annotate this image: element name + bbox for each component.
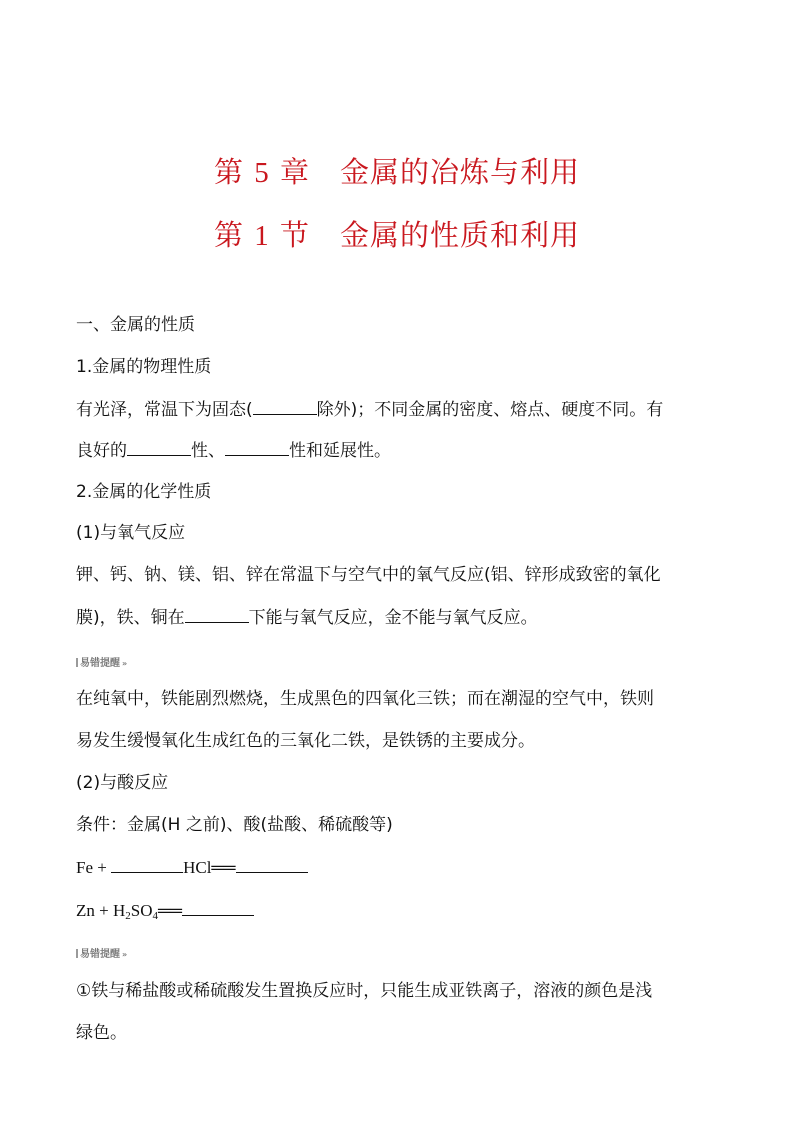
fill-blank: [111, 856, 183, 873]
subheading-physical: 1.金属的物理性质: [76, 357, 212, 377]
physical-line-2: 良好的 性、 性和延展性。: [76, 441, 391, 461]
section-name: 金属的性质和利用: [339, 218, 580, 252]
fill-blank: [225, 439, 289, 456]
chevron-right-icon: »: [122, 950, 128, 959]
fill-blank: [127, 439, 191, 456]
oxygen-line-1: 钾、钙、钠、镁、铝、锌在常温下与空气中的氧气反应(铝、锌形成致密的氧化: [76, 565, 661, 585]
chapter-number: 5: [254, 157, 270, 189]
error-hint-label: 易错提醒 »: [76, 945, 127, 960]
equation-fe: Fe + HCl══: [76, 856, 308, 879]
hint-bar-icon: [76, 949, 78, 958]
fill-blank: [236, 856, 308, 873]
error-hint-label: 易错提醒 »: [76, 654, 127, 669]
hint2-line-2: 绿色。: [76, 1023, 127, 1043]
hint2-line-1: ①铁与稀盐酸或稀硫酸发生置换反应时，只能生成亚铁离子，溶液的颜色是浅: [76, 981, 653, 1001]
hint1-line-1: 在纯氧中，铁能剧烈燃烧，生成黑色的四氧化三铁；而在潮湿的空气中，铁则: [76, 689, 654, 709]
equation-zn: $Zn + H_2SO_4══$: [76, 899, 254, 927]
subheading-acid: (2)与酸反应: [76, 773, 169, 793]
hint-bar-icon: [76, 658, 78, 667]
acid-conditions: 条件：金属(H 之前)、酸(盐酸、稀硫酸等): [76, 815, 393, 835]
chapter-suffix: 章: [279, 155, 310, 189]
physical-line-1: 有光泽，常温下为固态( 除外)；不同金属的密度、熔点、硬度不同。有: [76, 400, 664, 420]
section-title: [0, 213, 794, 254]
section-prefix: 第: [214, 218, 245, 252]
section-number: 1: [254, 220, 270, 252]
chapter-prefix: 第: [214, 155, 245, 189]
subheading-chemical: 2.金属的化学性质: [76, 482, 212, 502]
fill-blank: [253, 398, 317, 415]
heading-metal-properties: 一、金属的性质: [76, 315, 195, 335]
fill-blank: [185, 606, 249, 623]
oxygen-line-2: 膜)，铁、铜在 下能与氧气反应，金不能与氧气反应。: [76, 608, 538, 628]
fill-blank: [182, 899, 254, 916]
chevron-right-icon: »: [122, 659, 128, 668]
chapter-name: 金属的冶炼与利用: [339, 155, 580, 189]
subheading-oxygen: (1)与氧气反应: [76, 523, 186, 543]
section-suffix: 节: [279, 218, 310, 252]
hint1-line-2: 易发生缓慢氧化生成红色的三氧化二铁，是铁锈的主要成分。: [76, 731, 535, 751]
chapter-title: [0, 150, 794, 191]
